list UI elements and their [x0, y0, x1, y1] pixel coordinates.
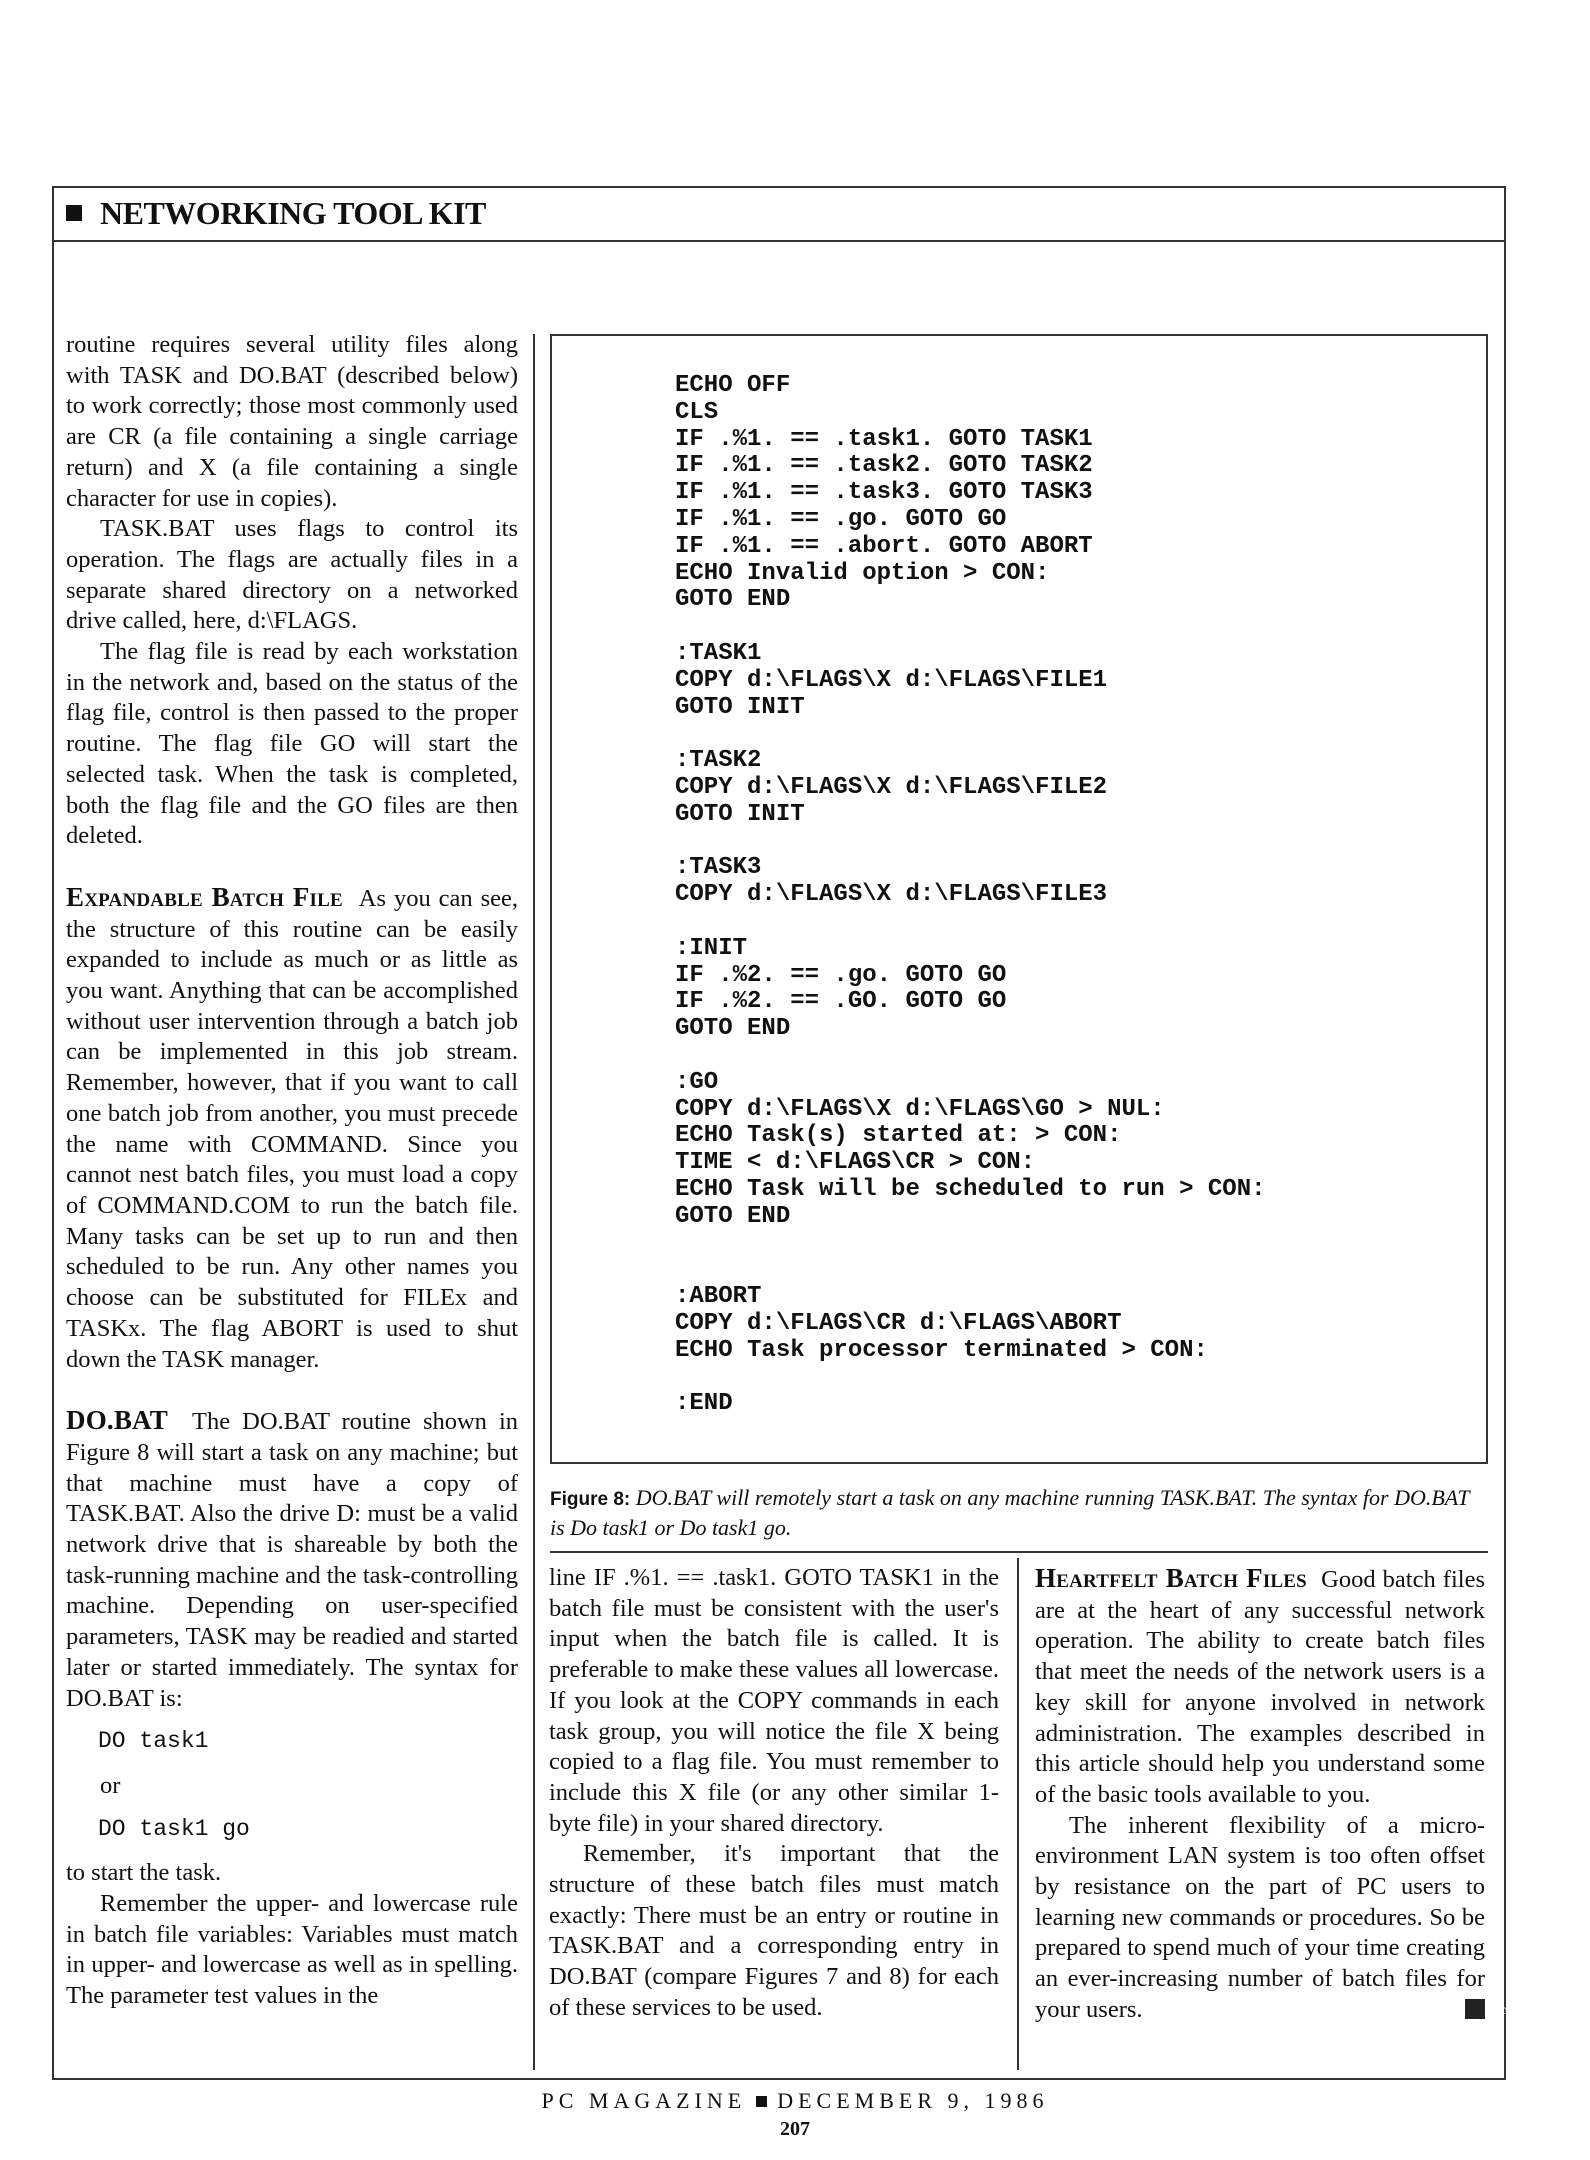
column-divider [1017, 1558, 1019, 2070]
paragraph-text: The DO.BAT routine shown in Figure 8 will start a task on any machine; but that machine must have a copy of TASK.BAT. Also the drive D: must be a valid network drive that is shareable by both the task-running machine and the task-controlling machine. Depending on user-specified parameters, TASK may be readied and started later or started immediately. The syntax for DO.BAT is: [66, 1408, 519, 1712]
subhead-do-bat: DO.BAT [66, 1405, 168, 1436]
figure-8-code: ECHO OFF CLS IF .%1. == .task1. GOTO TASK1 IF .%1. == .task2. GOTO TASK2 IF .%1. == .task3. GOTO TASK3 IF .%1. == .go. GOTO GO IF .%1. == .abort. GOTO ABORT ECHO Invalid option > CON: GOTO END :TASK1 COPY d:\FLAGS\X d:\FLAGS\FILE1 GOTO INIT :TASK2 COPY d:\FLAGS\X d:\FLAGS\FILE2 GOTO INIT :TASK3 COPY d:\FLAGS\X d:\FLAGS\FILE3 :INIT IF .%2. == .go. GOTO GO IF .%2. == .GO. GOTO GO GOTO END :GO COPY d:\FLAGS\X d:\FLAGS\GO > NUL: ECHO Task(s) started at: > CON: TIME < d:\FLAGS\CR > CON: ECHO Task will be scheduled to run > CON: GOTO END :ABORT COPY d:\FLAGS\CR d:\FLAGS\ABORT ECHO Task processor terminated > CON: :END [675, 372, 1266, 1418]
section-header [52, 186, 1506, 242]
paragraph [1035, 1811, 1508, 2026]
right-column [1035, 1563, 1508, 2026]
issue-date: DECEMBER 9, 1986 [777, 2088, 1049, 2113]
subhead-expandable-batch-file: Expandable Batch File [66, 881, 343, 912]
caption-text: DO.BAT will remotely start a task on any machine running TASK.BAT. The syntax for DO.BAT is Do task1 or Do task1 go. [550, 1485, 1470, 1540]
paragraph: to start the task. [66, 1859, 222, 1887]
paragraph: Remember, it's important that the structure of these batch files must match exactly: There must be an entry or routine in TASK.BAT and a corresponding entry in DO.BAT (compare Figures 7 and 8) for each of these services to be used. [549, 1840, 999, 2021]
paragraph [66, 1405, 518, 1714]
paragraph [1035, 1563, 1485, 1811]
bullet-square-icon [66, 205, 82, 221]
end-of-article-icon: ⌂ [1465, 1999, 1485, 2019]
paragraph [66, 882, 518, 1375]
page-footer [0, 2088, 1590, 2114]
paragraph: line IF .%1. == .task1. GOTO TASK1 in the batch file must be consistent with the user's input when the batch file is called. It is preferable to make these values all lowercase. If you look at the COPY commands in each task group, you will notice the file X being copied to a flag file. You must remember to include this X file (or any other similar 1-byte file) in your shared directory. [549, 1564, 999, 1837]
paragraph: TASK.BAT uses flags to control its operation. The flags are actually files in a separate shared directory on a networked drive called, here, d:\FLAGS. [66, 515, 518, 635]
paragraph-text: As you can see, the structure of this routine can be easily expanded to include as much or as little as you want. Anything that can be accomplished without user intervention through a batch job can be implemented in this job stream. Remember, however, that if you want to call one batch job from another, you must precede the name with COMMAND. Since you cannot nest batch files, you must load a copy of COMMAND.COM to run the batch file. Many tasks can be set up to run and then scheduled to be run. Any other names you choose can be substituted for FILEx and TASKx. The flag ABORT is used to shut down the TASK manager. [66, 884, 518, 1373]
section-title: NETWORKING TOOL KIT [100, 194, 486, 231]
figure-caption [550, 1484, 1488, 1542]
paragraph-text: Good batch files are at the heart of any successful network operation. The ability to create batch files that meet the needs of the network users is a key skill for anyone involved in network administration. The examples described in this article should help you understand some of the basic tools available to you. [1035, 1566, 1485, 1808]
page-number: 207 [780, 2118, 810, 2140]
subhead-heartfelt-batch-files: Heartfelt Batch Files [1035, 1563, 1307, 1593]
caption-label: Figure 8: [550, 1489, 631, 1510]
paragraph: The flag file is read by each workstation in the network and, based on the status of the flag file, control is then passed to the proper routine. The flag file GO will start the selected task. When the task is completed, both the flag file and the GO files are then deleted. [66, 638, 518, 850]
left-column [66, 330, 518, 2012]
middle-column [549, 1563, 999, 2024]
inline-code: DO task1 go [98, 1815, 250, 1842]
paragraph: Remember the upper- and lowercase rule in batch file variables: Variables must match in upper- and lowercase as well as in spelling. The parameter test values in the [66, 1890, 518, 2010]
magazine-name: PC MAGAZINE [541, 2088, 747, 2113]
paragraph-text: The inherent flexibility of a micro-environment LAN system is too often offset by resistance on the part of PC users to learning new commands or procedures. So be prepared to spend much of your time creating an ever-increasing number of batch files for your users. [1035, 1811, 1485, 2023]
column-divider [533, 334, 535, 2070]
bullet-icon [756, 2096, 767, 2107]
paragraph: routine requires several utility files along with TASK and DO.BAT (described below) to work correctly; those most commonly used are CR (a file containing a single carriage return) and X (a file containing a single character for use in copies). [66, 331, 518, 512]
inline-code: DO task1 [98, 1728, 209, 1755]
caption-rule [550, 1551, 1488, 1553]
or-text: or [100, 1771, 121, 1799]
